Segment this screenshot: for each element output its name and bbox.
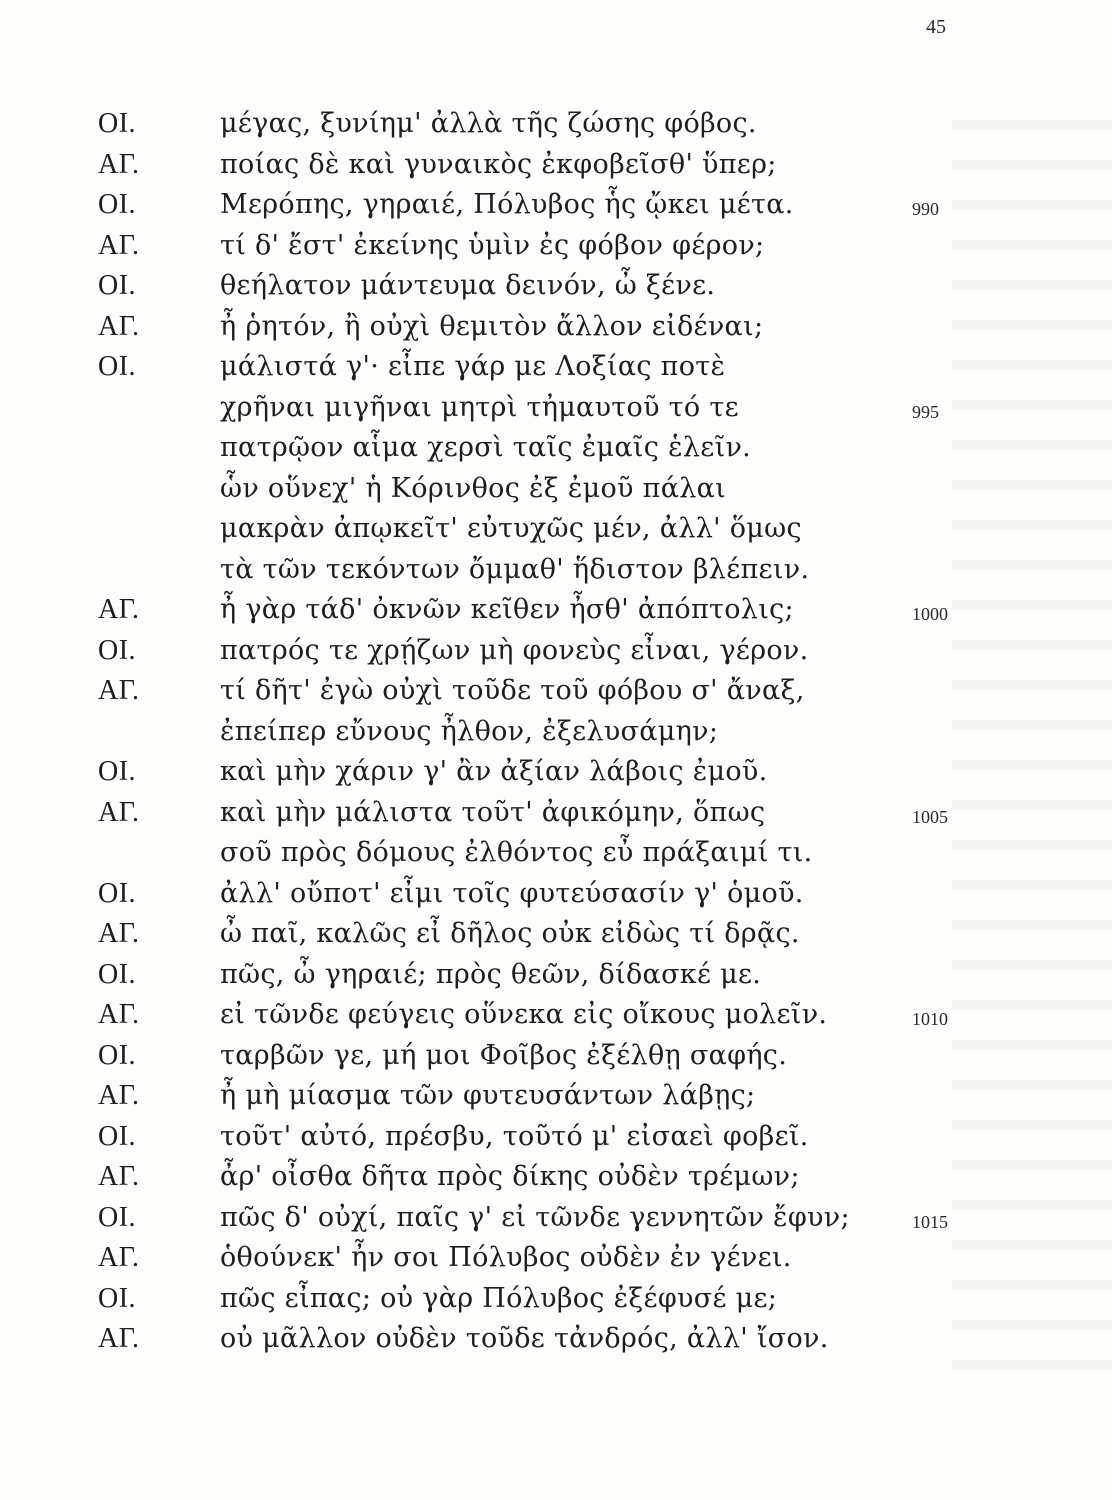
verse-text: τὰ τῶν τεκόντων ὄμμαθ' ἥδιστον βλέπειν. [220, 553, 810, 585]
verse-text: ἦ γὰρ τάδ' ὀκνῶν κεῖθεν ἦσθ' ἀπόπτολις; [220, 594, 794, 625]
verse-line [0, 1157, 1112, 1198]
verse-line [0, 266, 1112, 307]
verse-text: ταρβῶν γε, μή μοι Φοῖβος ἐξέλθῃ σαφής. [220, 1039, 788, 1071]
speaker-label: ΟΙ. [98, 108, 137, 139]
verse-line [0, 671, 1112, 712]
verse-text: πατρῷον αἷμα χερσὶ ταῖς ἐμαῖς ἑλεῖν. [220, 432, 752, 463]
line-number: 1010 [912, 1009, 948, 1029]
speaker-label: ΑΓ. [98, 1161, 140, 1192]
verse-line [0, 1076, 1112, 1117]
verse-line [0, 469, 1112, 510]
verse-line [0, 509, 1112, 550]
verse-line [0, 1279, 1112, 1320]
speaker-label: ΑΓ. [98, 796, 140, 828]
verse-text: θεήλατον μάντευμα δεινόν, ὦ ξένε. [220, 270, 716, 301]
verse-line [0, 550, 1112, 591]
speaker-label: ΟΙ. [98, 1201, 137, 1233]
verse-text: Μερόπης, γηραιέ, Πόλυβος ἧς ᾤκει μέτα. [220, 189, 794, 220]
verse-text: πατρός τε χρῄζων μὴ φονεὺς εἶναι, γέρον. [220, 634, 809, 666]
verse-text: ὁθούνεκ' ἦν σοι Πόλυβος οὐδὲν ἐν γένει. [220, 1242, 792, 1273]
verse-line [0, 307, 1112, 348]
speaker-label: ΑΓ. [98, 1242, 140, 1273]
line-number: 1000 [912, 604, 948, 624]
verse-line [0, 1319, 1112, 1360]
speaker-label: ΑΓ. [98, 310, 140, 342]
verse-line [0, 1198, 1112, 1239]
verse-line [0, 1238, 1112, 1279]
verse-text: πῶς, ὦ γηραιέ; πρὸς θεῶν, δίδασκέ με. [220, 958, 762, 990]
speaker-label: ΟΙ. [98, 1282, 137, 1314]
verse-line [0, 590, 1112, 631]
line-number: 1015 [912, 1211, 948, 1232]
speaker-label: ΟΙ. [98, 877, 137, 909]
verse-text: χρῆναι μιγῆναι μητρὶ τἠμαυτοῦ τό τε [220, 391, 739, 423]
speaker-label: ΑΓ. [98, 1080, 140, 1111]
speaker-label: ΑΓ. [98, 918, 140, 949]
verse-line [0, 1036, 1112, 1077]
line-number: 990 [912, 199, 939, 219]
verse-line [0, 1117, 1112, 1158]
verse-text: τοῦτ' αὐτό, πρέσβυ, τοῦτό μ' εἰσαεὶ φοβεῖ. [220, 1120, 809, 1152]
verse-line [0, 226, 1112, 267]
verse-line [0, 388, 1112, 429]
verse-text: τί δ' ἔστ' ἐκείνης ὑμὶν ἐς φόβον φέρον; [220, 229, 765, 261]
speaker-label: ΟΙ. [98, 634, 137, 666]
verse-text: πῶς δ' οὐχί, παῖς γ' εἰ τῶνδε γεννητῶν ἔφυν; [220, 1201, 850, 1233]
verse-line [0, 631, 1112, 672]
verse-line [0, 712, 1112, 753]
verse-text: ἆρ' οἶσθα δῆτα πρὸς δίκης οὐδὲν τρέμων; [220, 1161, 800, 1192]
speaker-label: ΑΓ. [98, 675, 140, 706]
verse-line [0, 874, 1112, 915]
verse-text: ὦ παῖ, καλῶς εἶ δῆλος οὐκ εἰδὼς τί δρᾷς. [220, 918, 800, 949]
verse-text: ποίας δὲ καὶ γυναικὸς ἐκφοβεῖσθ' ὕπερ; [220, 148, 777, 180]
verse-text: οὐ μᾶλλον οὐδὲν τοῦδε τἀνδρός, ἀλλ' ἴσον. [220, 1323, 829, 1354]
verse-line [0, 347, 1112, 388]
verse-text: ἐπείπερ εὔνους ἦλθον, ἐξελυσάμην; [220, 715, 719, 747]
verse-text: μέγας, ξυνίημ' ἀλλὰ τῆς ζώσης φόβος. [220, 108, 757, 139]
speaker-label: ΑΓ. [98, 229, 140, 261]
verse-text: μάλιστά γ'· εἶπε γάρ με Λοξίας ποτὲ [220, 351, 726, 382]
verse-text: ἀλλ' οὔποτ' εἶμι τοῖς φυτεύσασίν γ' ὁμοῦ. [220, 877, 804, 909]
verse-text: σοῦ πρὸς δόμους ἐλθόντος εὖ πράξαιμί τι. [220, 837, 813, 868]
verse-line [0, 914, 1112, 955]
verse-text: πῶς εἶπας; οὐ γὰρ Πόλυβος ἐξέφυσέ με; [220, 1282, 778, 1314]
verse-line [0, 752, 1112, 793]
speaker-label: ΟΙ. [98, 351, 137, 382]
speaker-label: ΟΙ. [98, 1039, 137, 1071]
verse-line [0, 833, 1112, 874]
verse-line [0, 428, 1112, 469]
speaker-label: ΟΙ. [98, 958, 137, 990]
speaker-label: ΑΓ. [98, 594, 140, 625]
verse-line [0, 145, 1112, 186]
verse-text: τί δῆτ' ἐγὼ οὐχὶ τοῦδε τοῦ φόβου σ' ἄναξ, [220, 675, 805, 706]
verse-text: ὧν οὕνεχ' ἡ Κόρινθος ἐξ ἐμοῦ πάλαι [220, 472, 727, 504]
verse-text: εἰ τῶνδε φεύγεις οὕνεκα εἰς οἴκους μολεῖν. [220, 999, 828, 1030]
speaker-label: ΟΙ. [98, 189, 137, 220]
verse-line [0, 185, 1112, 226]
verse-line [0, 955, 1112, 996]
verse-line [0, 104, 1112, 145]
verse-text: ἦ ῥητόν, ἢ οὐχὶ θεμιτὸν ἄλλον εἰδέναι; [220, 310, 764, 342]
speaker-label: ΟΙ. [98, 270, 137, 301]
verse-text: μακρὰν ἀπῳκεῖτ' εὐτυχῶς μέν, ἀλλ' ὅμως [220, 513, 802, 544]
speaker-label: ΑΓ. [98, 999, 140, 1030]
speaker-label: ΟΙ. [98, 1120, 137, 1152]
line-number: 1005 [912, 806, 948, 827]
speaker-label: ΑΓ. [98, 148, 140, 180]
verse-text: καὶ μὴν μάλιστα τοῦτ' ἀφικόμην, ὅπως [220, 796, 766, 828]
verse-line [0, 793, 1112, 834]
speaker-label: ΟΙ. [98, 756, 137, 787]
page-number: 45 [926, 16, 946, 38]
verse-lines [0, 104, 1112, 1360]
verse-text: καὶ μὴν χάριν γ' ἂν ἀξίαν λάβοις ἐμοῦ. [220, 756, 768, 787]
line-number: 995 [912, 401, 939, 422]
verse-text: ἦ μὴ μίασμα τῶν φυτευσάντων λάβῃς; [220, 1080, 756, 1111]
speaker-label: ΑΓ. [98, 1323, 140, 1354]
verse-line [0, 995, 1112, 1036]
